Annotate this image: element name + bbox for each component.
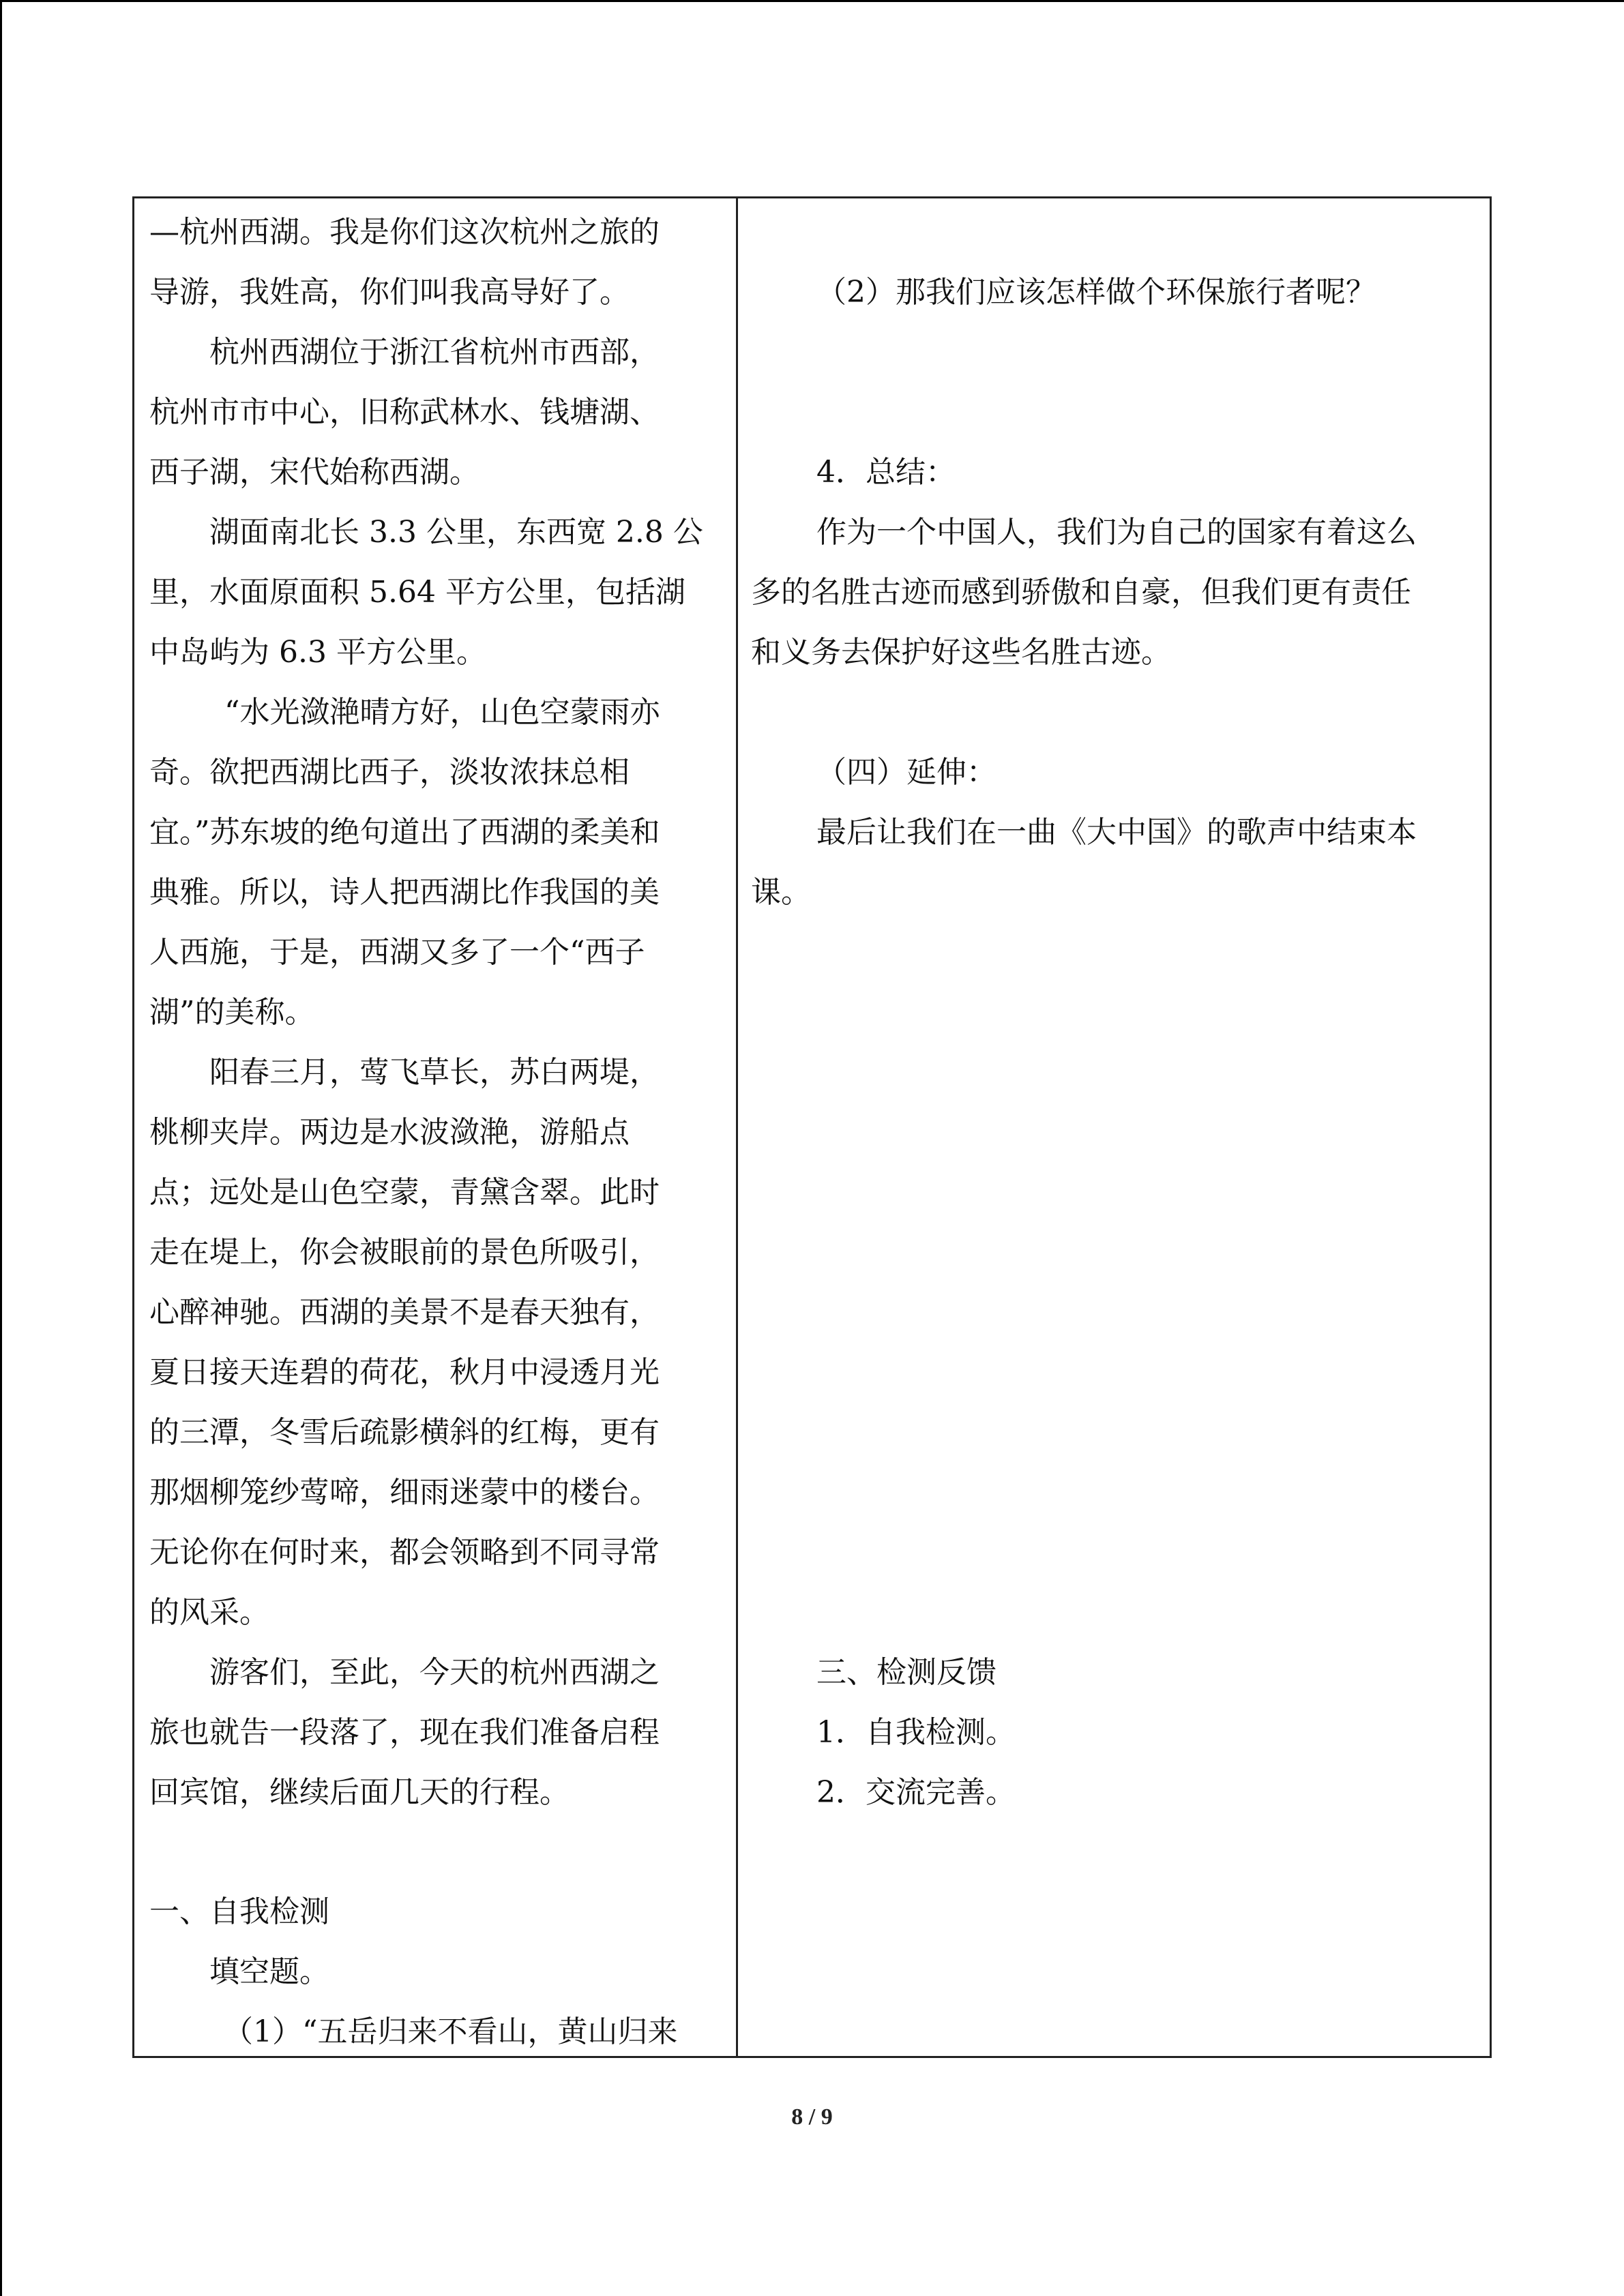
text-line: 杭州市市中心，旧称武林水、钱塘湖、	[149, 395, 660, 430]
text-line: 2．交流完善。	[816, 1775, 1016, 1810]
text-line: 阳春三月，莺飞草长，苏白两堤，	[209, 1055, 660, 1090]
text-line: 中岛屿为 6.3 平方公里。	[149, 635, 486, 670]
text-line: 1．自我检测。	[816, 1715, 1016, 1750]
text-line: 课。	[751, 875, 811, 910]
text-line: 作为一个中国人，我们为自己的国家有着这么	[816, 515, 1417, 550]
section-heading: 4．总结：	[816, 455, 956, 490]
text-line: 回宾馆，继续后面几天的行程。	[149, 1775, 570, 1810]
page-left-border	[0, 0, 2, 2296]
text-line: 心醉神驰。西湖的美景不是春天独有，	[149, 1295, 660, 1330]
text-line: 最后让我们在一曲《大中国》的歌声中结束本	[816, 815, 1417, 850]
text-line: 湖面南北长 3.3 公里，东西宽 2.8 公	[209, 515, 703, 550]
text-line: 的三潭，冬雪后疏影横斜的红梅，更有	[149, 1415, 660, 1450]
text-line: “水光潋滟晴方好，山色空蒙雨亦	[224, 695, 660, 730]
text-line: 湖”的美称。	[149, 995, 315, 1030]
page-number: 8 / 9	[791, 2104, 833, 2130]
text-line: 人西施，于是，西湖又多了一个“西子	[149, 935, 645, 970]
section-heading: 一、自我检测	[149, 1894, 329, 1929]
column-divider	[736, 198, 738, 2056]
text-line: 游客们，至此，今天的杭州西湖之	[209, 1655, 660, 1690]
content-table	[132, 196, 1492, 2058]
text-line: 走在堤上，你会被眼前的景色所吸引，	[149, 1235, 660, 1270]
text-line: 那烟柳笼纱莺啼，细雨迷蒙中的楼台。	[149, 1475, 660, 1510]
text-line: （1）“五岳归来不看山，黄山归来	[223, 2014, 678, 2049]
text-line: 点；远处是山色空蒙，青黛含翠。此时	[149, 1175, 660, 1210]
text-line: 典雅。所以，诗人把西湖比作我国的美	[149, 875, 660, 910]
text-line: 里，水面原面积 5.64 平方公里，包括湖	[149, 575, 685, 610]
text-line: 奇。欲把西湖比西子，淡妆浓抹总相	[149, 755, 630, 790]
text-line: 多的名胜古迹而感到骄傲和自豪，但我们更有责任	[751, 575, 1411, 610]
text-line: 旅也就告一段落了，现在我们准备启程	[149, 1715, 660, 1750]
text-line: 西子湖，宋代始称西湖。	[149, 455, 479, 490]
text-line: 无论你在何时来，都会领略到不同寻常	[149, 1535, 660, 1570]
page-top-border	[0, 0, 1624, 2]
text-line: 的风采。	[149, 1595, 269, 1630]
text-line: 夏日接天连碧的荷花，秋月中浸透月光	[149, 1355, 660, 1390]
text-line: —杭州西湖。我是你们这次杭州之旅的	[149, 215, 660, 250]
text-line: 宜。”苏东坡的绝句道出了西湖的柔美和	[149, 815, 660, 850]
left-column-cell	[149, 198, 722, 2056]
right-column-cell	[751, 198, 1484, 2056]
section-heading: 三、检测反馈	[816, 1655, 996, 1690]
text-line: 导游，我姓高，你们叫我高导好了。	[149, 275, 630, 310]
text-line: 杭州西湖位于浙江省杭州市西部，	[209, 335, 660, 370]
text-line: 桃柳夹岸。两边是水波潋滟，游船点	[149, 1115, 630, 1150]
text-line: 填空题。	[209, 1954, 329, 1989]
text-line: （2）那我们应该怎样做个环保旅行者呢？	[816, 275, 1376, 310]
text-line: 和义务去保护好这些名胜古迹。	[751, 635, 1171, 670]
section-heading: （四）延伸：	[816, 755, 996, 790]
